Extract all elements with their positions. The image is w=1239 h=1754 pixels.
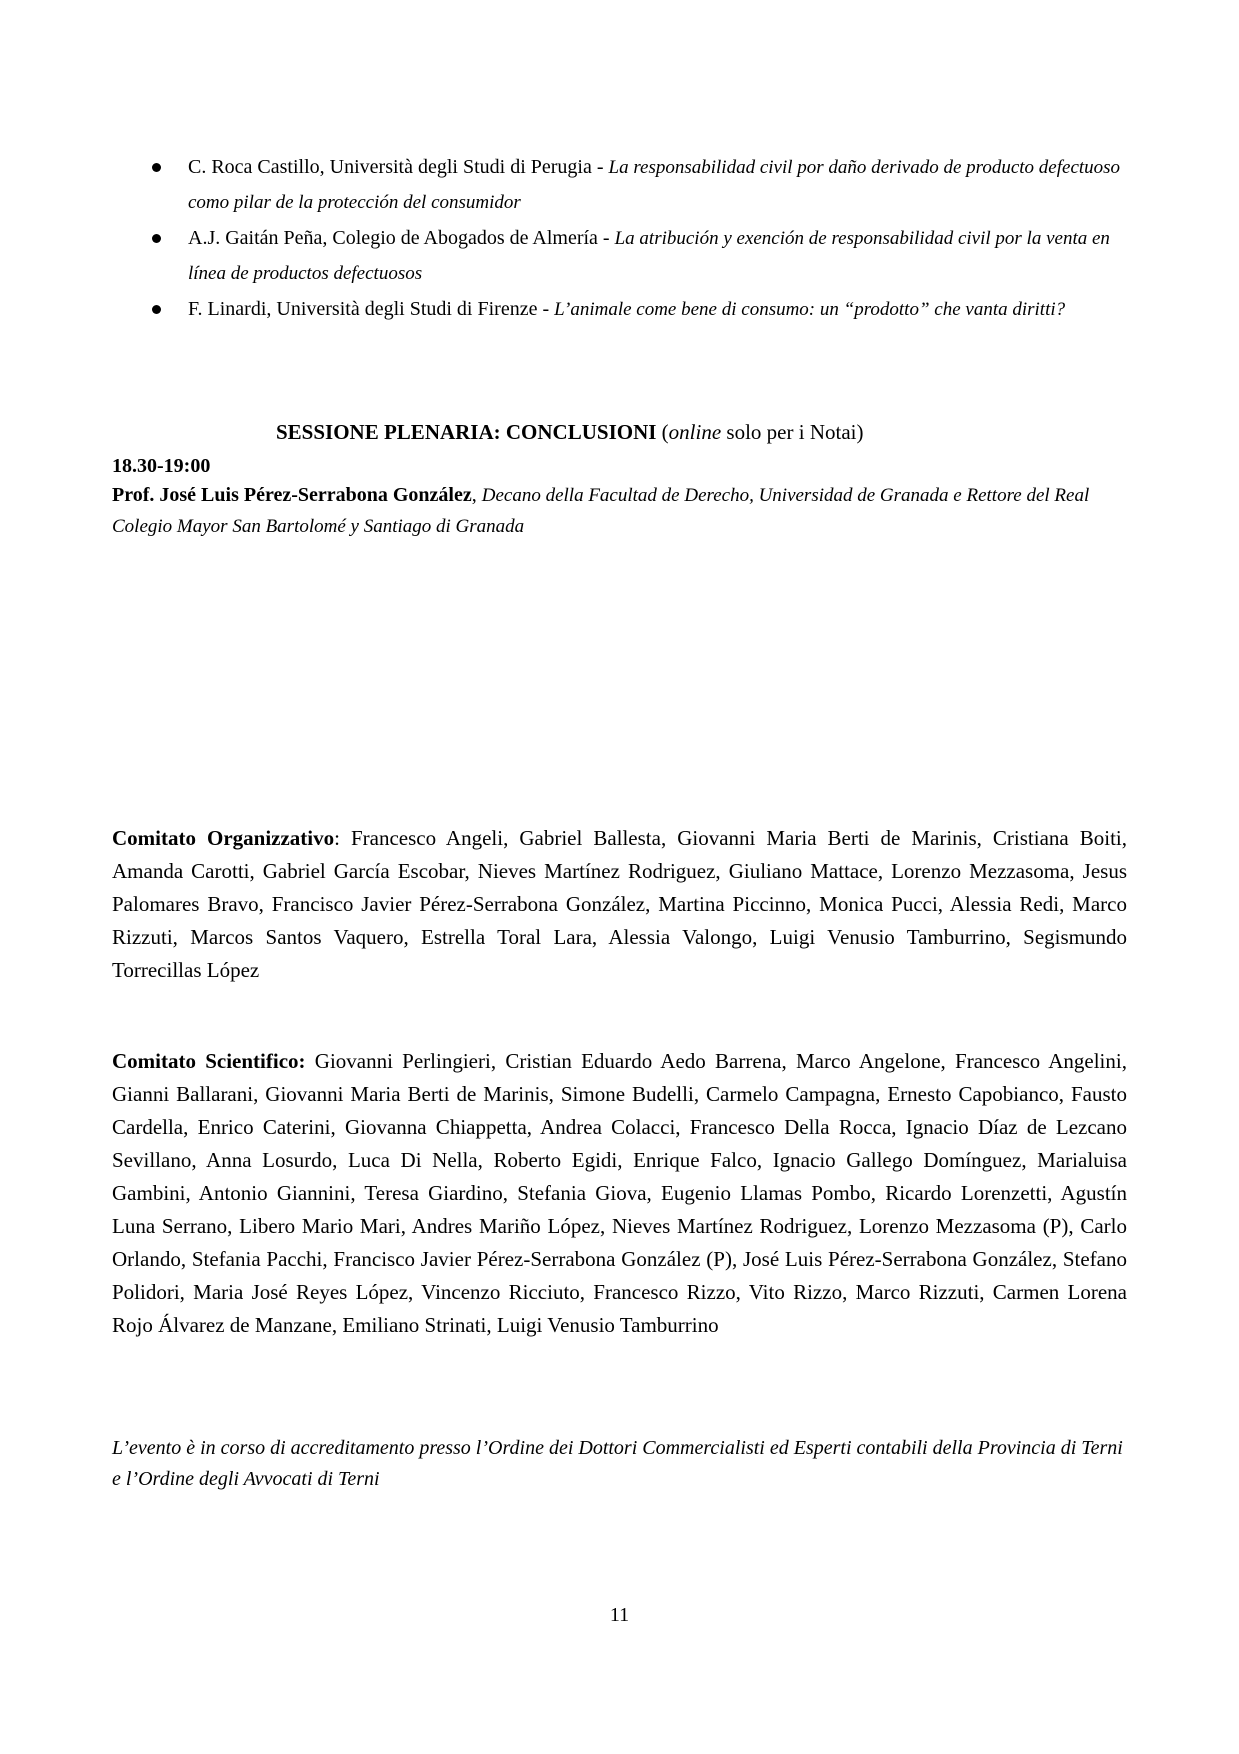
session-note-rest: solo per i Notai) bbox=[721, 420, 864, 444]
bullet-icon bbox=[152, 163, 161, 172]
list-item bbox=[148, 150, 1128, 220]
session-note-open: ( bbox=[656, 420, 669, 444]
session-speaker bbox=[112, 480, 1127, 542]
talk-title: La responsabilidad civil por daño derivado de producto defectuoso como pilar de la protección del consumidor bbox=[188, 157, 1121, 213]
accreditation-note: L’evento è in corso di accreditamento presso l’Ordine dei Dottori Commercialisti ed Esperti contabili della Provincia di Terni e l’Ordine degli Avvocati di Terni bbox=[112, 1437, 1123, 1490]
talk-speaker: A.J. Gaitán Peña, Colegio de Abogados de Almería - bbox=[188, 227, 615, 249]
session-time: 18.30-19:00 bbox=[112, 455, 211, 477]
talk-speaker: C. Roca Castillo, Università degli Studi di Perugia - bbox=[188, 156, 609, 178]
committee-members: Giovanni Perlingieri, Cristian Eduardo Aedo Barrena, Marco Angelone, Francesco Angelini, Gianni Ballarani, Giovanni Maria Berti de Marinis, Simone Budelli, Carmelo Campagna, Ernesto Capobianco, Fausto Cardella, Enrico Caterini, Giovanna Chiappetta, Andrea Colacci, Francesco Della Rocca, Ignacio Díaz de Lezcano Sevillano, Anna Losurdo, Luca Di Nella, Roberto Egidi, Enrique Falco, Ignacio Gallego Domínguez, Marialuisa Gambini, Antonio Giannini, Teresa Giardino, Stefania Giova, Eugenio Llamas Pombo, Ricardo Lorenzetti, Agustín Luna Serrano, Libero Mario Mari, Andres Mariño López, Nieves Martínez Rodriguez, Lorenzo Mezzasoma (P), Carlo Orlando, Stefania Pacchi, Francisco Javier Pérez-Serrabona González (P), José Luis Pérez-Serrabona González, Stefano Polidori, Maria José Reyes López, Vincenzo Ricciuto, Francesco Rizzo, Vito Rizzo, Marco Rizzuti, Carmen Lorena Rojo Álvarez de Manzane, Emiliano Strinati, Luigi Venusio Tamburrino bbox=[112, 1049, 1127, 1337]
session-note-online: online bbox=[668, 420, 722, 444]
list-item bbox=[148, 221, 1128, 291]
page-number: 11 bbox=[609, 1604, 630, 1626]
speaker-role: Decano della Facultad de Derecho, Universidad de Granada e Rettore del Real Colegio Mayor San Bartolomé y Santiago di Granada bbox=[112, 485, 1090, 537]
bullet-icon bbox=[152, 234, 161, 243]
speaker-separator: , bbox=[471, 484, 482, 506]
talk-speaker: F. Linardi, Università degli Studi di Firenze - bbox=[188, 298, 555, 320]
scientific-committee bbox=[112, 1045, 1127, 1342]
speaker-name: Prof. José Luis Pérez-Serrabona González bbox=[112, 484, 472, 506]
committee-label: Comitato Scientifico: bbox=[112, 1049, 306, 1073]
committee-members: : Francesco Angeli, Gabriel Ballesta, Giovanni Maria Berti de Marinis, Cristiana Boiti, Amanda Carotti, Gabriel García Escobar, Nieves Martínez Rodriguez, Giuliano Mattace, Lorenzo Mezzasoma, Jesus Palomares Bravo, Francisco Javier Pérez-Serrabona González, Martina Piccinno, Monica Pucci, Alessia Redi, Marco Rizzuti, Marcos Santos Vaquero, Estrella Toral Lara, Alessia Valongo, Luigi Venusio Tamburrino, Segismundo Torrecillas López bbox=[112, 826, 1127, 982]
talk-title: La atribución y exención de responsabilidad civil por la venta en línea de productos defectuosos bbox=[188, 228, 1110, 284]
talk-list bbox=[148, 150, 1128, 328]
session-title: SESSIONE PLENARIA: CONCLUSIONI bbox=[276, 420, 657, 444]
committee-label: Comitato Organizzativo bbox=[112, 826, 335, 850]
talk-title: L’animale come bene di consumo: un “prodotto” che vanta diritti? bbox=[554, 299, 1066, 320]
organizing-committee bbox=[112, 822, 1127, 987]
list-item bbox=[148, 292, 1128, 327]
session-heading bbox=[276, 417, 863, 447]
bullet-icon bbox=[152, 305, 161, 314]
